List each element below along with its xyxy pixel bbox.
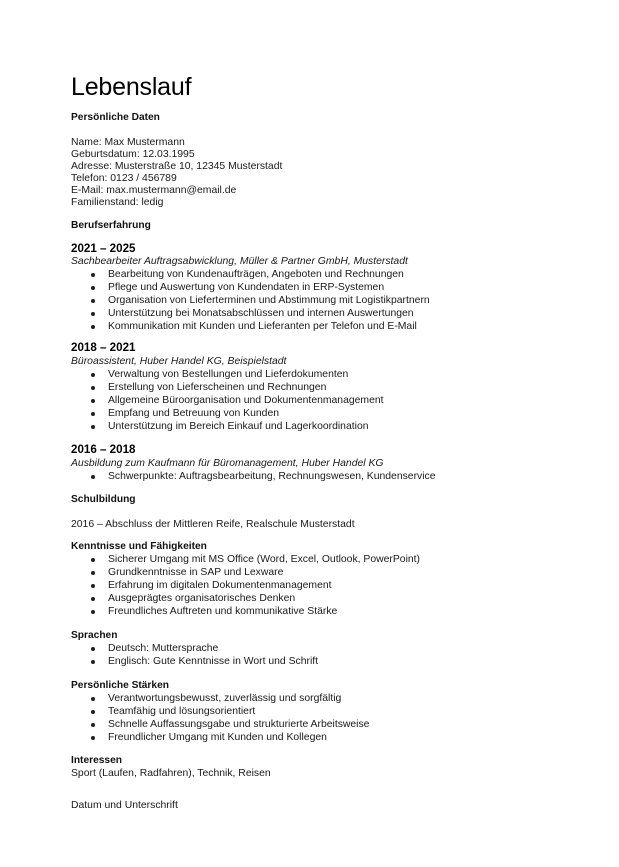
list-item: Deutsch: Muttersprache	[71, 642, 318, 655]
job-role: Sachbearbeiter Auftragsabwicklung, Müller & Partner GmbH, Musterstadt	[71, 256, 408, 267]
section-heading-experience: Berufserfahrung	[71, 220, 151, 231]
skills-list	[71, 553, 420, 618]
job-duties-list	[71, 470, 436, 483]
section-heading-education: Schulbildung	[71, 494, 136, 505]
job-duties-list	[71, 368, 384, 433]
job-period: 2021 – 2025	[71, 242, 136, 255]
job-role: Büroassistent, Huber Handel KG, Beispielstadt	[71, 356, 287, 367]
section-heading-interests: Interessen	[71, 755, 122, 766]
personal-address: Adresse: Musterstraße 10, 12345 Musterstadt	[71, 161, 283, 172]
list-item: Freundlicher Umgang mit Kunden und Kollegen	[71, 731, 369, 744]
list-item: Kommunikation mit Kunden und Lieferanten per Telefon und E-Mail	[71, 320, 430, 333]
list-item: Unterstützung im Bereich Einkauf und Lagerkoordination	[71, 420, 384, 433]
list-item: Verantwortungsbewusst, zuverlässig und sorgfältig	[71, 692, 369, 705]
personal-email: E-Mail: max.mustermann@email.de	[71, 185, 237, 196]
strengths-list	[71, 692, 369, 744]
list-item: Allgemeine Büroorganisation und Dokumentenmanagement	[71, 394, 384, 407]
section-heading-skills: Kenntnisse und Fähigkeiten	[71, 541, 207, 552]
signature-label: Datum und Unterschrift	[71, 800, 178, 811]
list-item: Verwaltung von Bestellungen und Lieferdokumenten	[71, 368, 384, 381]
list-item: Organisation von Lieferterminen und Abstimmung mit Logistikpartnern	[71, 294, 430, 307]
list-item: Englisch: Gute Kenntnisse in Wort und Schrift	[71, 655, 318, 668]
list-item: Schnelle Auffassungsgabe und strukturierte Arbeitsweise	[71, 718, 369, 731]
list-item: Grundkenntnisse in SAP und Lexware	[71, 566, 420, 579]
list-item: Bearbeitung von Kundenaufträgen, Angeboten und Rechnungen	[71, 268, 430, 281]
education-entry: 2016 – Abschluss der Mittleren Reife, Realschule Musterstadt	[71, 519, 355, 530]
job-duties-list	[71, 268, 430, 333]
section-heading-personal: Persönliche Daten	[71, 112, 160, 123]
list-item: Erstellung von Lieferscheinen und Rechnungen	[71, 381, 384, 394]
page-title: Lebenslauf	[71, 73, 192, 101]
job-period: 2018 – 2021	[71, 341, 136, 354]
personal-name: Name: Max Mustermann	[71, 137, 185, 148]
list-item: Empfang und Betreuung von Kunden	[71, 407, 384, 420]
job-role: Ausbildung zum Kaufmann für Büromanagement, Huber Handel KG	[71, 458, 384, 469]
list-item: Sicherer Umgang mit MS Office (Word, Excel, Outlook, PowerPoint)	[71, 553, 420, 566]
section-heading-strengths: Persönliche Stärken	[71, 680, 169, 691]
languages-list	[71, 642, 318, 668]
list-item: Pflege und Auswertung von Kundendaten in ERP-Systemen	[71, 281, 430, 294]
section-heading-languages: Sprachen	[71, 630, 118, 641]
personal-birthdate: Geburtsdatum: 12.03.1995	[71, 149, 195, 160]
personal-marital-status: Familienstand: ledig	[71, 197, 164, 208]
list-item: Erfahrung im digitalen Dokumentenmanagement	[71, 579, 420, 592]
list-item: Unterstützung bei Monatsabschlüssen und internen Auswertungen	[71, 307, 430, 320]
list-item: Freundliches Auftreten und kommunikative Stärke	[71, 605, 420, 618]
list-item: Ausgeprägtes organisatorisches Denken	[71, 592, 420, 605]
personal-phone: Telefon: 0123 / 456789	[71, 173, 177, 184]
job-period: 2016 – 2018	[71, 443, 136, 456]
list-item: Schwerpunkte: Auftragsbearbeitung, Rechnungswesen, Kundenservice	[71, 470, 436, 483]
interests-text: Sport (Laufen, Radfahren), Technik, Reisen	[71, 768, 271, 779]
list-item: Teamfähig und lösungsorientiert	[71, 705, 369, 718]
